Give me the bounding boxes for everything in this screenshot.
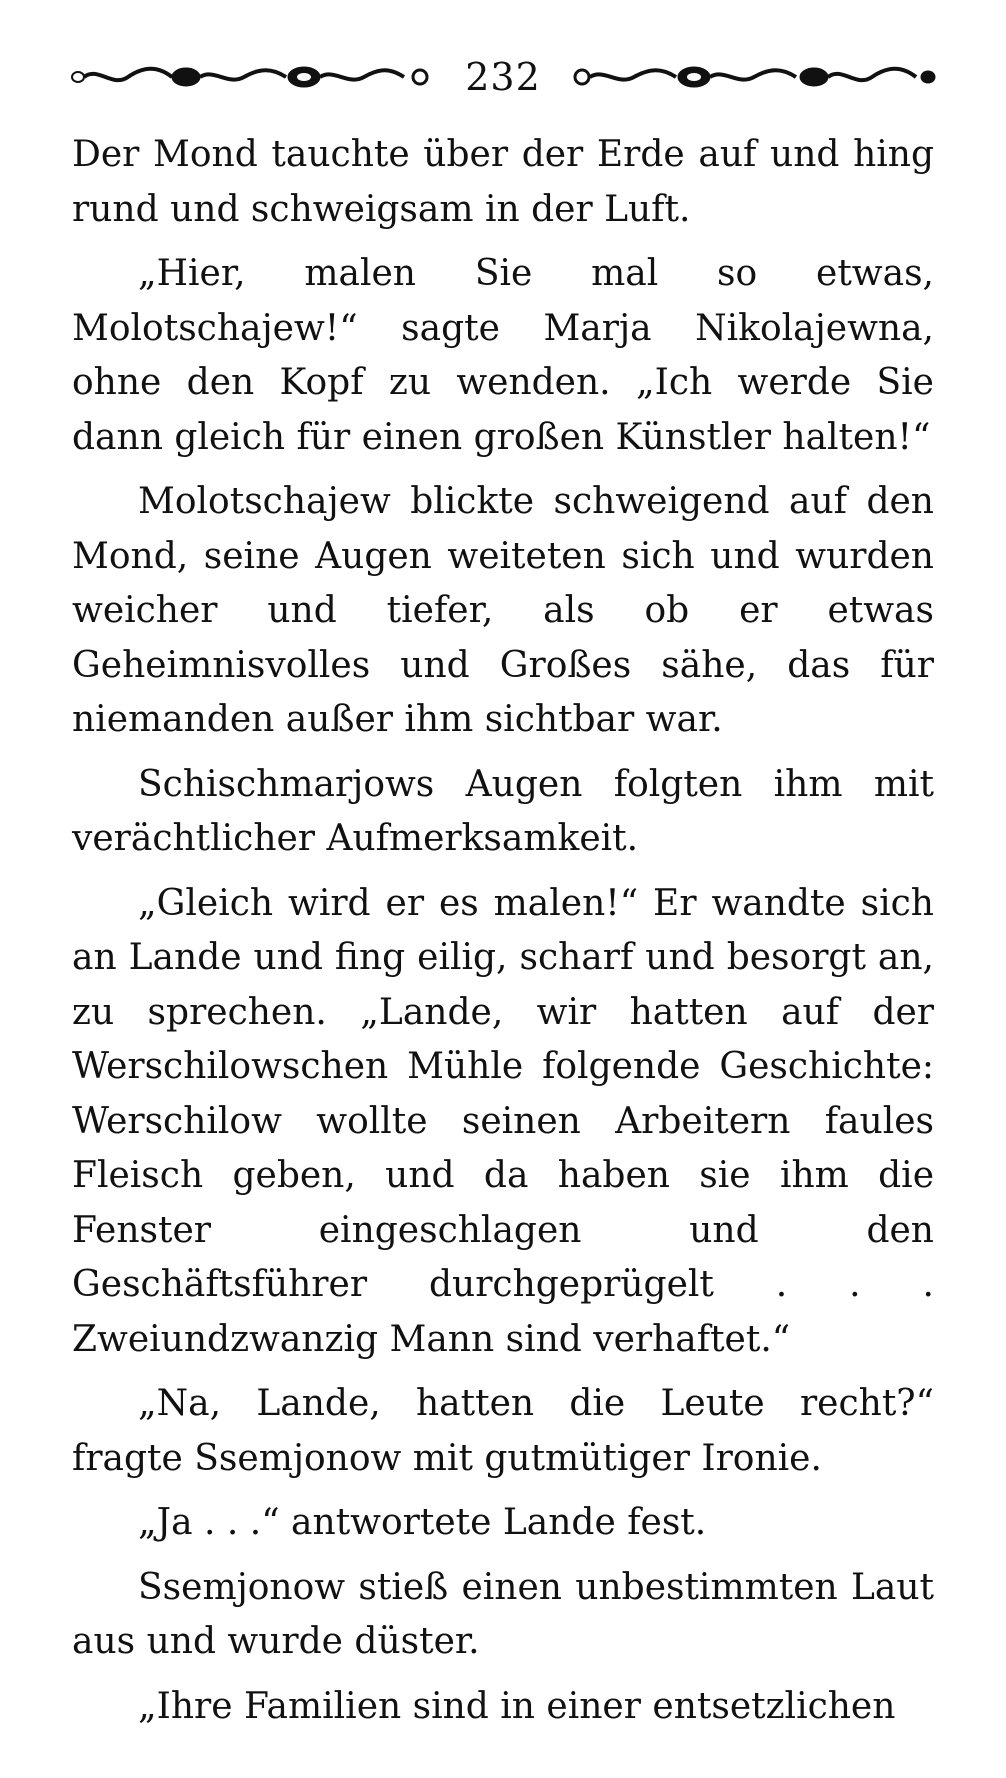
paragraph-9: „Ihre Familien sind in einer entsetzlichen <box>138 1685 896 1727</box>
body-text <box>72 128 934 1734</box>
paragraph-6: „Na, Lande, hatten die Leute recht?“ fragte Ssemjonow mit gutmütiger Ironie. <box>72 1383 934 1479</box>
page-header <box>68 52 938 102</box>
paragraph-7: „Ja . . .“ antwortete Lande fest. <box>138 1502 707 1543</box>
paragraph-4: Schischmarjows Augen folgten ihm mit verächtlicher Aufmerksamkeit. <box>72 763 934 859</box>
paragraph-8: Ssemjonow stieß einen unbestimmten Laut aus und wurde düster. <box>72 1566 934 1662</box>
paragraph-3: Molotschajew blickte schweigend auf den Mond, seine Augen weiteten sich und wurden weicher und tiefer, als ob er etwas Geheimnisvolles und Großes sähe, das für niemanden außer ihm sichtbar war. <box>72 481 934 740</box>
page-number: 232 <box>465 55 541 99</box>
ornament-left-icon <box>68 64 438 90</box>
paragraph-5: „Gleich wird er es malen!“ Er wandte sich an Lande und fing eilig, scharf und besorgt an, zu sprechen. „Lande, wir hatten auf der Werschilowschen Mühle folgende Geschichte: Werschilow wollte seinen Arbeitern faules Fleisch geben, und da haben sie ihm die Fenster eingeschlagen und den Geschäftsführer durchgeprügelt . . . Zweiundzwanzig Mann sind verhaftet.“ <box>72 882 934 1360</box>
paragraph-2: „Hier, malen Sie mal so etwas, Molotschajew!“ sagte Marja Nikolajewna, ohne den Kopf zu wenden. „Ich werde Sie dann gleich für einen großen Künstler halten!“ <box>72 253 934 458</box>
paragraph-1: Der Mond tauchte über der Erde auf und hing rund und schweigsam in der Luft. <box>72 134 934 230</box>
ornament-right-icon <box>568 64 938 90</box>
